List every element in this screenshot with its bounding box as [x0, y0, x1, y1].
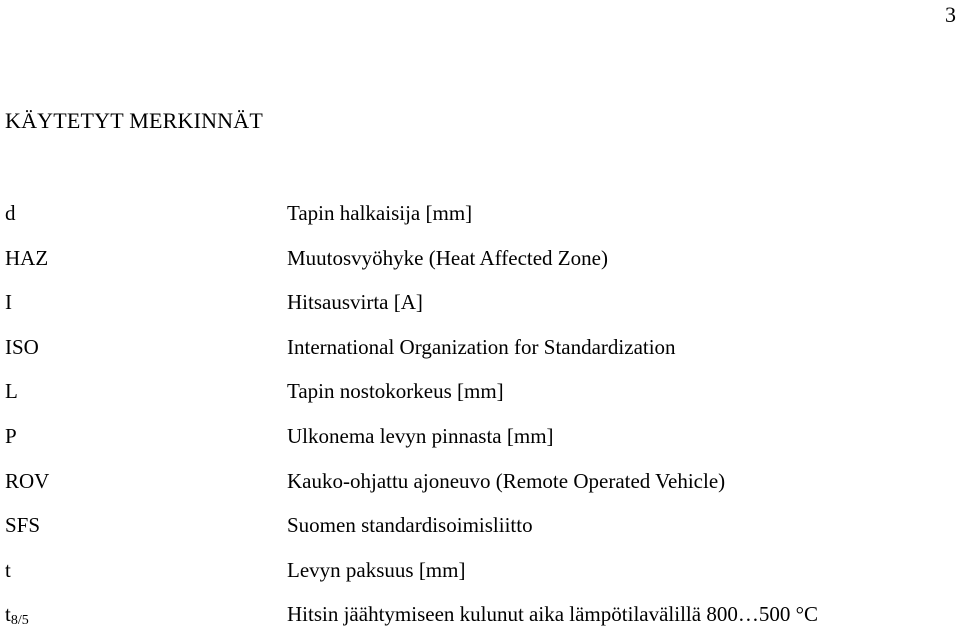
abbreviation-symbol: I [5, 290, 12, 315]
abbreviation-symbol: L [5, 379, 18, 404]
abbreviation-row [5, 510, 960, 555]
abbreviation-description: Tapin nostokorkeus [mm] [287, 379, 504, 404]
abbreviation-description: Levyn paksuus [mm] [287, 557, 466, 582]
abbreviation-description: Muutosvyöhyke (Heat Affected Zone) [287, 245, 608, 270]
abbreviation-description: Hitsin jäähtymiseen kulunut aika lämpötilavälillä 800…500 °C [287, 602, 818, 627]
page-number: 3 [945, 2, 956, 27]
abbreviation-list [5, 198, 960, 644]
abbreviation-row [5, 599, 960, 644]
abbreviation-symbol: ROV [5, 468, 50, 493]
abbreviation-symbol: t [5, 557, 11, 582]
abbreviation-row [5, 376, 960, 421]
abbreviation-row [5, 287, 960, 332]
abbreviation-symbol: ISO [5, 334, 39, 359]
abbreviation-symbol: SFS [5, 513, 41, 538]
abbreviation-symbol: d [5, 201, 16, 225]
abbreviation-symbol-subscript: 8/5 [10, 613, 29, 629]
abbreviation-row [5, 555, 960, 600]
abbreviation-description: Suomen standardisoimisliitto [287, 513, 533, 538]
abbreviation-description: Kauko-ohjattu ajoneuvo (Remote Operated Vehicle) [287, 468, 726, 493]
abbreviation-row [5, 466, 960, 511]
abbreviation-row [5, 243, 960, 288]
abbreviation-row [5, 198, 960, 243]
abbreviation-symbol [5, 599, 29, 629]
abbreviation-symbol-base: t [5, 602, 11, 627]
abbreviation-description: International Organization for Standardization [287, 334, 676, 359]
abbreviation-description: Ulkonema levyn pinnasta [mm] [287, 423, 554, 448]
abbreviation-symbol: P [5, 423, 17, 448]
abbreviation-description: Tapin halkaisija [mm] [287, 201, 473, 225]
abbreviation-symbol: HAZ [5, 245, 49, 270]
abbreviation-row [5, 421, 960, 466]
abbreviation-row [5, 332, 960, 377]
section-title: KÄYTETYT MERKINNÄT [5, 108, 263, 133]
abbreviation-description: Hitsausvirta [A] [287, 290, 423, 315]
